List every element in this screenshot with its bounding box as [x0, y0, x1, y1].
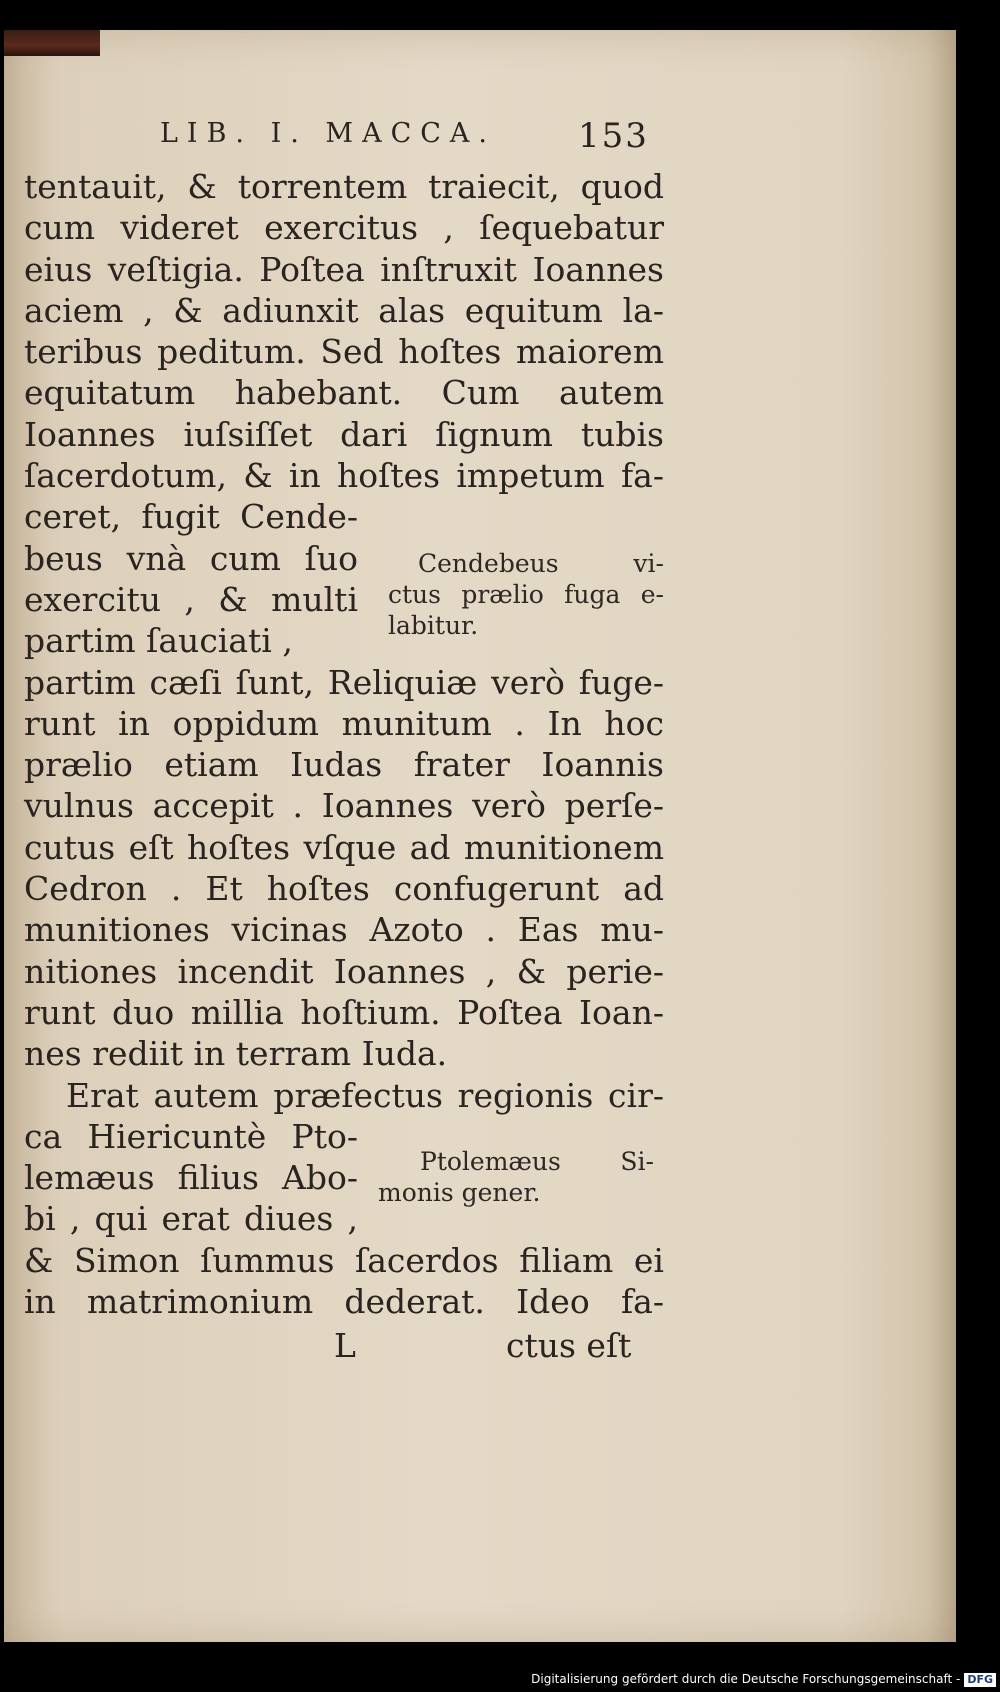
- catchword: ctus eſt: [506, 1326, 632, 1366]
- text-line: Cedron . Et hoſtes confugerunt ad: [24, 869, 664, 909]
- text-line: ceret, fugit Cende-: [24, 497, 358, 537]
- page-header: [24, 114, 664, 166]
- catch-line: [24, 1326, 664, 1368]
- credit-text: Digitalisierung gefördert durch die Deutsche Forschungsgemeinschaft -: [531, 1672, 961, 1686]
- text-line: partim ſauciati ,: [24, 621, 293, 661]
- text-line: bi , qui erat diues ,: [24, 1199, 358, 1239]
- text-line: munitiones vicinas Azoto . Eas mu-: [24, 910, 664, 950]
- text-line: runt in oppidum munitum . In hoc: [24, 703, 664, 743]
- text-line: in matrimonium dederat. Ideo fa-: [24, 1282, 664, 1322]
- text-line: vulnus accepit . Ioannes verò perſe-: [24, 786, 664, 826]
- signature-mark: L: [334, 1326, 356, 1366]
- marginal-line: labitur.: [388, 611, 479, 641]
- paragraph-1: [24, 166, 664, 1075]
- marginal-line: Cendebeus vi-: [418, 549, 664, 579]
- binding-corner: [4, 30, 100, 56]
- text-line: teribus peditum. Sed hoſtes maiorem: [24, 332, 664, 372]
- text-line: ſacerdotum, & in hoſtes impetum fa-: [24, 456, 664, 496]
- text-line: Erat autem præfectus regionis cir-: [66, 1075, 664, 1115]
- text-line: cum videret exercitus , ſequebatur: [24, 208, 664, 248]
- page-number: 153: [578, 116, 649, 156]
- paragraph-2: [24, 1075, 664, 1323]
- text-line: lemæus filius Abo-: [24, 1158, 358, 1198]
- marginal-row-1: [24, 496, 664, 661]
- text-line: prælio etiam Iudas frater Ioannis: [24, 745, 664, 785]
- text-block: [24, 114, 664, 1368]
- text-line: aciem , & adiunxit alas equitum la-: [24, 290, 664, 330]
- text-line: partim cæſi ſunt, Reliquiæ verò fuge-: [24, 662, 664, 702]
- text-line: beus vnà cum ſuo: [24, 538, 358, 578]
- marginal-line: monis gener.: [378, 1177, 541, 1207]
- text-line: nes rediit in terram Iuda.: [24, 1034, 448, 1074]
- text-line: & Simon ſummus ſacerdos filiam ei: [24, 1240, 664, 1280]
- marginal-line: Ptolemæus Si-: [420, 1146, 654, 1176]
- digitization-credit: [531, 1666, 996, 1692]
- text-line: exercitu , & multi: [24, 579, 358, 619]
- book-page: [4, 30, 956, 1642]
- text-line: ca Hiericuntè Pto-: [24, 1116, 358, 1156]
- text-line: nitiones incendit Ioannes , & perie-: [24, 951, 664, 991]
- text-line: runt duo millia hoſtium. Poſtea Ioan-: [24, 992, 664, 1032]
- text-line: Ioannes iuſsiſſet dari ſignum tubis: [24, 414, 664, 454]
- marginal-row-2: [24, 1116, 664, 1240]
- dfg-logo: DFG: [964, 1673, 996, 1687]
- marginal-note-ptolemaeus: [378, 1146, 654, 1208]
- marginal-note-cendebeus: [388, 548, 664, 641]
- text-line: equitatum habebant. Cum autem: [24, 373, 664, 413]
- text-line: eius veſtigia. Poſtea inſtruxit Ioannes: [24, 249, 664, 289]
- running-head: LIB. I. MACCA.: [160, 118, 496, 149]
- marginal-line: ctus prælio fuga e-: [388, 580, 664, 610]
- text-line: tentauit, & torrentem traiecit, quod: [24, 167, 664, 206]
- text-line: cutus eſt hoſtes vſque ad munitionem: [24, 827, 664, 867]
